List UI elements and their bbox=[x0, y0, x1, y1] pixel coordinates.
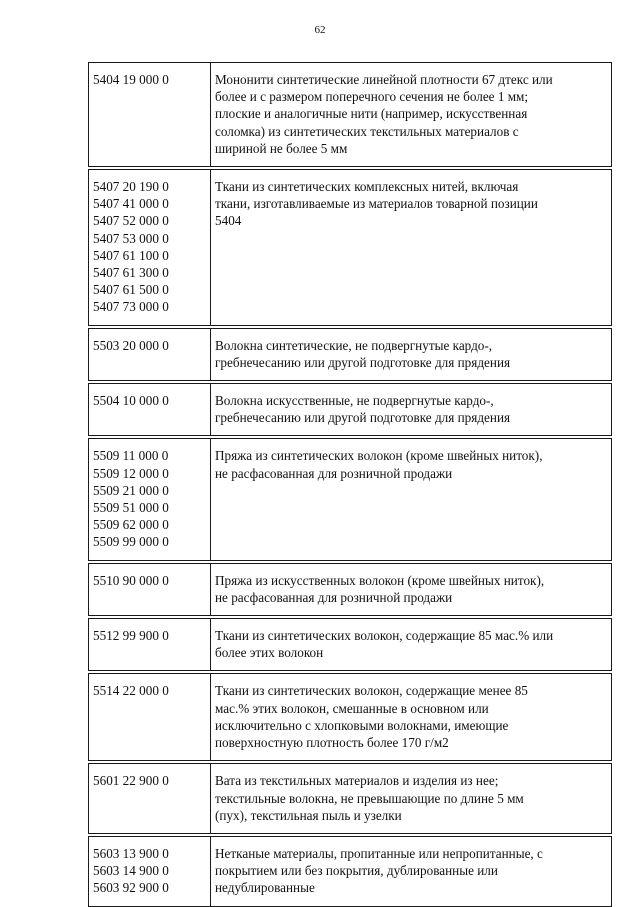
description-line: гребнечесанию или другой подготовке для прядения bbox=[215, 410, 511, 426]
table-row bbox=[89, 170, 612, 326]
tnved-code: 5404 19 000 0 bbox=[93, 72, 169, 87]
tnved-code: 5510 90 000 0 bbox=[93, 572, 169, 588]
description-line: Вата из текстильных материалов и изделия из нее; bbox=[215, 773, 499, 789]
tnved-code: 5407 20 190 0 bbox=[93, 179, 169, 195]
table-row bbox=[89, 836, 612, 906]
tnved-code: 5603 92 900 0 bbox=[93, 880, 169, 896]
description-line: Ткани из синтетических волокон, содержащие менее 85 bbox=[215, 683, 528, 699]
description-line: более этих волокон bbox=[215, 645, 324, 661]
tnved-code: 5509 51 000 0 bbox=[93, 500, 169, 516]
description-cell bbox=[211, 384, 612, 436]
tnved-code: 5407 61 100 0 bbox=[93, 247, 169, 263]
code-cell bbox=[89, 328, 211, 380]
code-cell bbox=[89, 563, 211, 615]
table-body bbox=[89, 63, 612, 907]
description-line: гребнечесанию или другой подготовке для прядения bbox=[215, 354, 511, 370]
tnved-code: 5503 20 000 0 bbox=[93, 337, 169, 353]
description-line: Пряжа из синтетических волокон (кроме швейных ниток), bbox=[215, 448, 543, 464]
tnved-code: 5504 10 000 0 bbox=[93, 393, 169, 409]
description-line: исключительно с хлопковыми волокнами, имеющие bbox=[215, 717, 509, 733]
table-row bbox=[89, 439, 612, 560]
description-cell bbox=[211, 764, 612, 834]
tnved-code: 5407 61 300 0 bbox=[93, 265, 169, 281]
description-line: плоские и аналогичные нити (например, искусственная bbox=[215, 106, 528, 122]
tnved-code: 5407 41 000 0 bbox=[93, 196, 169, 212]
description-cell bbox=[211, 439, 612, 560]
description-cell bbox=[211, 328, 612, 380]
table-row bbox=[89, 674, 612, 761]
description-line: соломка) из синтетических текстильных материалов с bbox=[215, 123, 519, 139]
tnved-code: 5407 53 000 0 bbox=[93, 230, 169, 246]
code-cell bbox=[89, 836, 211, 906]
table-row bbox=[89, 63, 612, 167]
description-line: поверхностную плотность более 170 г/м2 bbox=[215, 735, 449, 751]
tnved-code: 5407 61 500 0 bbox=[93, 282, 169, 298]
description-line: Волокна искусственные, не подвергнутые кардо-, bbox=[215, 393, 494, 409]
description-line: Мононити синтетические линейной плотности 67 дтекс или bbox=[215, 72, 553, 87]
table-row bbox=[89, 328, 612, 380]
tnved-code: 5509 62 000 0 bbox=[93, 517, 169, 533]
tnved-code: 5407 52 000 0 bbox=[93, 213, 169, 229]
description-line: (пух), текстильная пыль и узелки bbox=[215, 807, 402, 823]
description-line: мас.% этих волокон, смешанные в основном или bbox=[215, 700, 489, 716]
tnved-code: 5512 99 900 0 bbox=[93, 628, 169, 644]
description-line: шириной не более 5 мм bbox=[215, 140, 348, 156]
tnved-code: 5509 12 000 0 bbox=[93, 465, 169, 481]
code-cell bbox=[89, 63, 211, 167]
description-cell bbox=[211, 674, 612, 761]
description-line: не расфасованная для розничной продажи bbox=[215, 589, 453, 605]
table-row bbox=[89, 563, 612, 615]
tnved-code: 5407 73 000 0 bbox=[93, 299, 169, 315]
description-line: текстильные волокна, не превышающие по длине 5 мм bbox=[215, 790, 524, 806]
description-line: Пряжа из искусственных волокон (кроме швейных ниток), bbox=[215, 572, 545, 588]
code-cell bbox=[89, 170, 211, 326]
description-line: Волокна синтетические, не подвергнутые кардо-, bbox=[215, 337, 493, 353]
code-cell bbox=[89, 384, 211, 436]
page-number: 62 bbox=[314, 24, 326, 36]
code-cell bbox=[89, 439, 211, 560]
description-line: Ткани из синтетических волокон, содержащие 85 мас.% или bbox=[215, 628, 554, 644]
table-row bbox=[89, 619, 612, 671]
description-line: Ткани из синтетических комплексных нитей, включая bbox=[215, 179, 519, 195]
description-line: Нетканые материалы, пропитанные или непропитанные, с bbox=[215, 845, 543, 861]
description-line: ткани, изготавливаемые из материалов товарной позиции bbox=[215, 196, 538, 212]
table-row bbox=[89, 764, 612, 834]
description-line: не расфасованная для розничной продажи bbox=[215, 465, 453, 481]
description-line: 5404 bbox=[215, 213, 242, 229]
description-cell bbox=[211, 563, 612, 615]
tnved-code: 5603 13 900 0 bbox=[93, 845, 169, 861]
tnved-code: 5509 11 000 0 bbox=[93, 448, 169, 464]
code-cell bbox=[89, 674, 211, 761]
tnved-code: 5509 21 000 0 bbox=[93, 482, 169, 498]
description-cell bbox=[211, 836, 612, 906]
code-cell bbox=[89, 764, 211, 834]
description-cell bbox=[211, 170, 612, 326]
tnved-code: 5514 22 000 0 bbox=[93, 683, 169, 699]
description-line: более и с размером поперечного сечения не более 1 мм; bbox=[215, 89, 529, 105]
tariff-code-table bbox=[88, 62, 612, 907]
table-row bbox=[89, 384, 612, 436]
description-line: недублированные bbox=[215, 880, 315, 896]
tnved-code: 5603 14 900 0 bbox=[93, 863, 169, 879]
description-line: покрытием или без покрытия, дублированные или bbox=[215, 863, 498, 879]
tnved-code: 5601 22 900 0 bbox=[93, 773, 169, 789]
tnved-code: 5509 99 000 0 bbox=[93, 534, 169, 550]
code-cell bbox=[89, 619, 211, 671]
description-cell bbox=[211, 619, 612, 671]
description-cell bbox=[211, 63, 612, 167]
